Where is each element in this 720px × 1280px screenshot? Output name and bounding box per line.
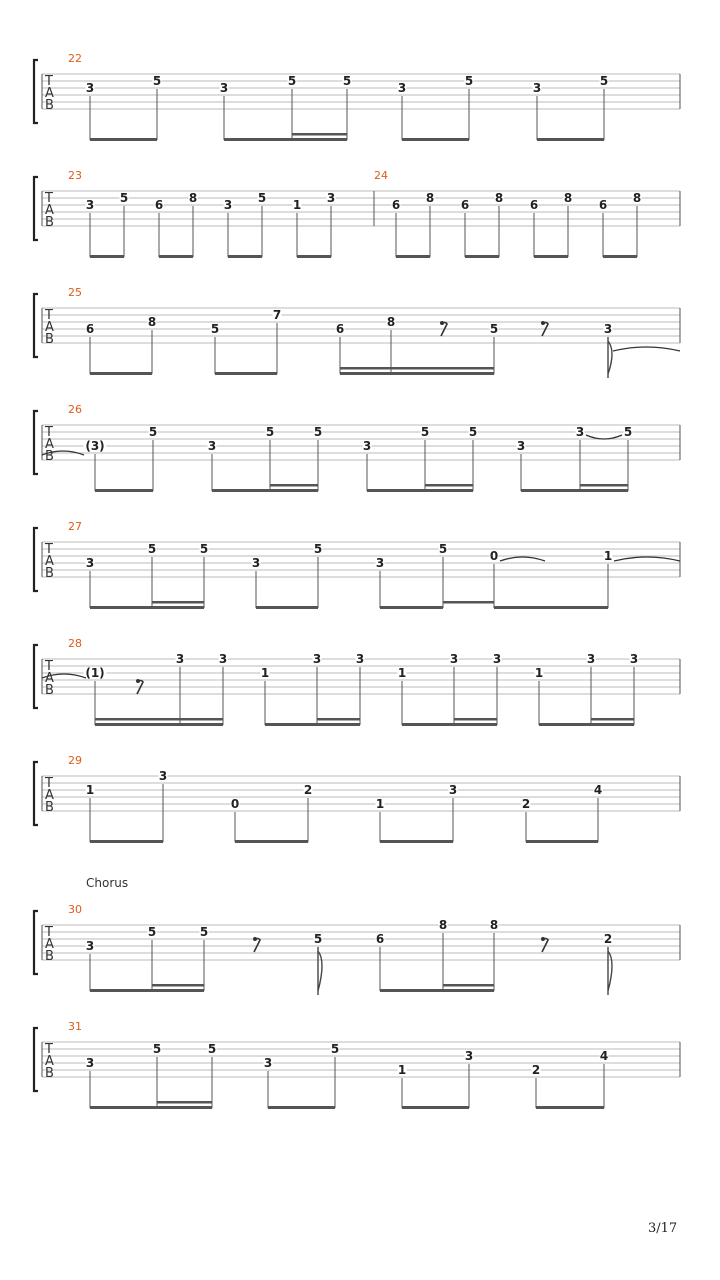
tab-clef-letter: B xyxy=(45,1066,54,1081)
tab-clef-letter: A xyxy=(45,554,54,569)
beam xyxy=(380,989,494,992)
note-flag xyxy=(318,947,322,995)
beam xyxy=(90,606,204,609)
fret-number: 5 xyxy=(313,932,323,946)
fret-number: 3 xyxy=(397,81,407,95)
fret-number: 8 xyxy=(438,918,448,932)
fret-number: 1 xyxy=(534,666,544,680)
tab-system xyxy=(34,286,680,378)
tie xyxy=(586,435,622,439)
fret-number: 1 xyxy=(375,797,385,811)
fret-number: 3 xyxy=(85,556,95,570)
fret-number: 6 xyxy=(529,198,539,212)
fret-number: 8 xyxy=(494,191,504,205)
tab-clef-letter: B xyxy=(45,566,54,581)
fret-number: 5 xyxy=(420,425,430,439)
fret-number: 1 xyxy=(397,666,407,680)
beam xyxy=(95,489,153,492)
fret-number: 6 xyxy=(375,932,385,946)
fret-number: 3 xyxy=(175,652,185,666)
fret-number: 8 xyxy=(632,191,642,205)
beam xyxy=(215,372,277,375)
sixteenth-rest-icon-dot xyxy=(136,679,140,683)
system-bracket xyxy=(34,911,38,974)
fret-number: 3 xyxy=(355,652,365,666)
fret-number: 3 xyxy=(223,198,233,212)
tab-clef-letter: A xyxy=(45,320,54,335)
fret-number: 3 xyxy=(85,81,95,95)
tab-system xyxy=(34,403,680,492)
fret-number: 5 xyxy=(438,542,448,556)
fret-number: 5 xyxy=(489,322,499,336)
tab-clef-letter: T xyxy=(45,776,53,791)
beam xyxy=(534,255,568,258)
beam xyxy=(159,255,193,258)
tab-system xyxy=(34,520,680,609)
tab-system xyxy=(34,1020,680,1109)
tab-clef-letter: B xyxy=(45,949,54,964)
secondary-beam xyxy=(340,367,494,370)
fret-number: 4 xyxy=(593,783,603,797)
secondary-beam xyxy=(591,718,634,721)
tab-clef-letter: A xyxy=(45,437,54,452)
fret-number: 6 xyxy=(391,198,401,212)
measure-number: 28 xyxy=(68,637,82,650)
fret-number: 3 xyxy=(85,1056,95,1070)
fret-number: 5 xyxy=(464,74,474,88)
fret-number: 2 xyxy=(303,783,313,797)
tab-clef-letter: B xyxy=(45,98,54,113)
beam xyxy=(539,723,634,726)
measure-number: 26 xyxy=(68,403,82,416)
fret-number: 5 xyxy=(313,425,323,439)
beam xyxy=(228,255,262,258)
note-flag xyxy=(608,947,612,995)
tab-clef-letter: T xyxy=(45,74,53,89)
fret-number: 3 xyxy=(603,322,613,336)
secondary-beam xyxy=(443,601,494,604)
fret-number: 8 xyxy=(147,315,157,329)
fret-number: 3 xyxy=(362,439,372,453)
beam xyxy=(90,840,163,843)
fret-number: 5 xyxy=(147,925,157,939)
beam xyxy=(402,138,469,141)
fret-number: 8 xyxy=(425,191,435,205)
beam xyxy=(465,255,499,258)
secondary-beam xyxy=(425,484,473,487)
fret-number: 3 xyxy=(263,1056,273,1070)
eighth-rest-icon-dot xyxy=(541,321,545,325)
beam xyxy=(235,840,308,843)
secondary-beam xyxy=(580,484,628,487)
beam xyxy=(95,723,223,726)
beam xyxy=(90,989,204,992)
fret-number: 3 xyxy=(516,439,526,453)
fret-number: 1 xyxy=(397,1063,407,1077)
secondary-beam xyxy=(443,984,494,987)
measure-number: 31 xyxy=(68,1020,82,1033)
fret-number: 3 xyxy=(312,652,322,666)
tab-clef-letter: A xyxy=(45,788,54,803)
fret-number: 4 xyxy=(599,1049,609,1063)
secondary-beam xyxy=(454,718,497,721)
secondary-beam xyxy=(157,1101,212,1104)
measure-number: 24 xyxy=(374,169,388,182)
tab-clef-letter: B xyxy=(45,215,54,230)
fret-number: 5 xyxy=(330,1042,340,1056)
measure-number: 29 xyxy=(68,754,82,767)
fret-number: 0 xyxy=(230,797,240,811)
measure-number: 30 xyxy=(68,903,82,916)
fret-number: 2 xyxy=(531,1063,541,1077)
secondary-beam xyxy=(292,133,347,136)
fret-number: 5 xyxy=(313,542,323,556)
fret-number: 3 xyxy=(158,769,168,783)
fret-number: 6 xyxy=(460,198,470,212)
fret-number: 3 xyxy=(375,556,385,570)
measure-number: 27 xyxy=(68,520,82,533)
tab-clef-letter: B xyxy=(45,800,54,815)
tab-clef-letter: T xyxy=(45,308,53,323)
beam xyxy=(90,1106,212,1109)
eighth-rest-icon-dot xyxy=(541,937,545,941)
tab-clef-letter: A xyxy=(45,1054,54,1069)
fret-number: (3) xyxy=(85,439,105,453)
system-bracket xyxy=(34,1028,38,1091)
beam xyxy=(297,255,331,258)
beam xyxy=(212,489,318,492)
beam xyxy=(402,1106,469,1109)
fret-number: 8 xyxy=(188,191,198,205)
fret-number: 5 xyxy=(468,425,478,439)
fret-number: 3 xyxy=(219,81,229,95)
fret-number: 3 xyxy=(464,1049,474,1063)
fret-number: 3 xyxy=(85,939,95,953)
fret-number: 3 xyxy=(448,783,458,797)
tab-clef-letter: A xyxy=(45,203,54,218)
beam xyxy=(367,489,473,492)
fret-number: 5 xyxy=(257,191,267,205)
beam xyxy=(90,372,152,375)
fret-number: 6 xyxy=(85,322,95,336)
fret-number: 2 xyxy=(603,932,613,946)
fret-number: 5 xyxy=(119,191,129,205)
measure-number: 22 xyxy=(68,52,82,65)
beam xyxy=(603,255,637,258)
fret-number: 3 xyxy=(575,425,585,439)
tab-clef-letter: T xyxy=(45,1042,53,1057)
beam xyxy=(521,489,628,492)
secondary-beam xyxy=(270,484,318,487)
fret-number: 1 xyxy=(292,198,302,212)
tab-clef-letter: T xyxy=(45,191,53,206)
fret-number: 5 xyxy=(199,542,209,556)
secondary-beam xyxy=(152,601,204,604)
fret-number: 5 xyxy=(265,425,275,439)
beam xyxy=(256,606,318,609)
fret-number: 3 xyxy=(326,191,336,205)
beam xyxy=(90,138,157,141)
tab-clef-letter: B xyxy=(45,449,54,464)
fret-number: (1) xyxy=(85,666,105,680)
fret-number: 5 xyxy=(210,322,220,336)
tab-clef-letter: T xyxy=(45,925,53,940)
beam xyxy=(268,1106,335,1109)
fret-number: 3 xyxy=(251,556,261,570)
fret-number: 3 xyxy=(492,652,502,666)
fret-number: 5 xyxy=(147,542,157,556)
system-bracket xyxy=(34,762,38,825)
fret-number: 0 xyxy=(489,549,499,563)
fret-number: 3 xyxy=(207,439,217,453)
secondary-beam xyxy=(317,718,360,721)
measure-number: 25 xyxy=(68,286,82,299)
tab-system xyxy=(34,169,680,258)
tab-system xyxy=(34,754,680,843)
beam xyxy=(380,840,453,843)
tab-clef-letter: B xyxy=(45,332,54,347)
fret-number: 5 xyxy=(623,425,633,439)
fret-number: 3 xyxy=(85,198,95,212)
fret-number: 3 xyxy=(218,652,228,666)
measure-number: 23 xyxy=(68,169,82,182)
fret-number: 3 xyxy=(449,652,459,666)
tab-clef-letter: A xyxy=(45,937,54,952)
fret-number: 1 xyxy=(260,666,270,680)
system-bracket xyxy=(34,645,38,708)
page-number: 3/17 xyxy=(648,1221,678,1236)
tab-system xyxy=(34,52,680,141)
secondary-beam xyxy=(95,718,223,721)
fret-number: 5 xyxy=(199,925,209,939)
fret-number: 1 xyxy=(85,783,95,797)
tab-system xyxy=(34,903,680,995)
fret-number: 5 xyxy=(148,425,158,439)
tie xyxy=(614,557,680,561)
tie xyxy=(613,347,680,351)
beam xyxy=(224,138,347,141)
system-bracket xyxy=(34,60,38,123)
system-bracket xyxy=(34,411,38,474)
beam xyxy=(494,606,608,609)
fret-number: 6 xyxy=(154,198,164,212)
beam xyxy=(90,255,124,258)
fret-number: 7 xyxy=(272,308,282,322)
tab-system xyxy=(34,637,680,726)
beam xyxy=(265,723,360,726)
fret-number: 5 xyxy=(207,1042,217,1056)
tab-clef-letter: T xyxy=(45,659,53,674)
fret-number: 2 xyxy=(521,797,531,811)
fret-number: 6 xyxy=(598,198,608,212)
fret-number: 8 xyxy=(386,315,396,329)
eighth-rest-icon-dot xyxy=(440,321,444,325)
system-bracket xyxy=(34,294,38,357)
tie xyxy=(500,557,545,561)
fret-number: 8 xyxy=(489,918,499,932)
section-label-chorus: Chorus xyxy=(86,876,129,890)
fret-number: 5 xyxy=(152,1042,162,1056)
fret-number: 8 xyxy=(563,191,573,205)
fret-number: 3 xyxy=(629,652,639,666)
fret-number: 6 xyxy=(335,322,345,336)
fret-number: 5 xyxy=(152,74,162,88)
secondary-beam xyxy=(152,984,204,987)
fret-number: 5 xyxy=(342,74,352,88)
fret-number: 5 xyxy=(599,74,609,88)
system-bracket xyxy=(34,177,38,240)
fret-number: 1 xyxy=(603,549,613,563)
beam xyxy=(402,723,497,726)
tab-clef-letter: T xyxy=(45,425,53,440)
system-bracket xyxy=(34,528,38,591)
fret-number: 3 xyxy=(586,652,596,666)
beam xyxy=(380,606,443,609)
tab-clef-letter: T xyxy=(45,542,53,557)
tab-clef-letter: B xyxy=(45,683,54,698)
fret-number: 3 xyxy=(532,81,542,95)
eighth-rest-icon-dot xyxy=(253,937,257,941)
fret-number: 5 xyxy=(287,74,297,88)
tab-clef-letter: A xyxy=(45,86,54,101)
beam xyxy=(537,138,604,141)
beam xyxy=(396,255,430,258)
beam xyxy=(340,372,494,375)
beam xyxy=(526,840,598,843)
tab-clef-letter: A xyxy=(45,671,54,686)
beam xyxy=(536,1106,604,1109)
